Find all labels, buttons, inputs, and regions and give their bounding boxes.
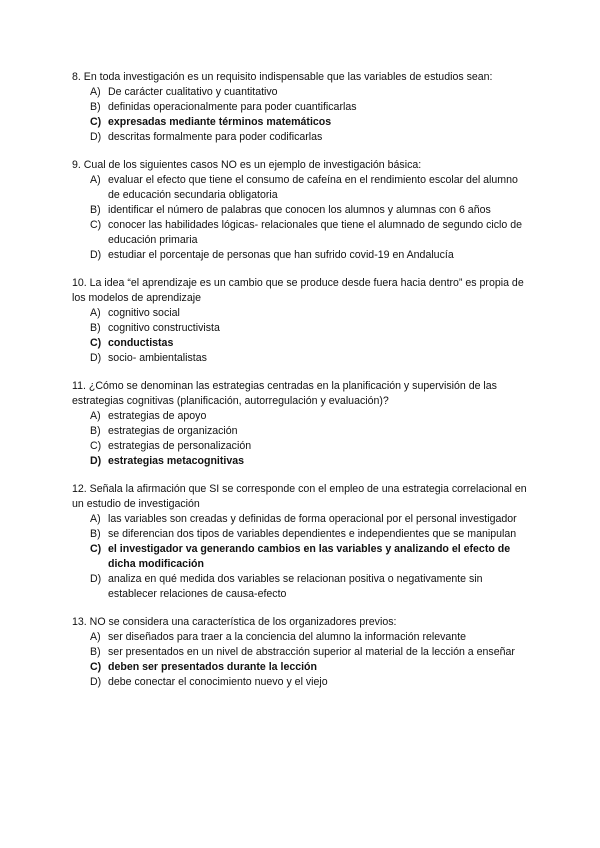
option-letter: D) — [90, 455, 102, 467]
option-letter: C) — [90, 661, 102, 673]
option-text: estrategias metacognitivas — [108, 455, 245, 467]
option-letter: B) — [90, 322, 101, 334]
option-list — [72, 85, 532, 145]
option-letter: D) — [90, 676, 102, 688]
option-d-correct — [72, 454, 532, 469]
question-10 — [72, 276, 532, 366]
option-text: cognitivo constructivista — [108, 322, 220, 334]
option-letter: B) — [90, 204, 101, 216]
option-letter: C) — [90, 440, 102, 452]
option-text: descritas formalmente para poder codificarlas — [108, 131, 323, 143]
option-letter: B) — [90, 425, 101, 437]
option-text: cognitivo social — [108, 307, 180, 319]
option-letter: C) — [90, 116, 102, 128]
document-page — [72, 70, 532, 703]
option-letter: D) — [90, 352, 102, 364]
option-letter: C) — [90, 337, 102, 349]
option-d — [72, 248, 532, 263]
option-a — [72, 306, 532, 321]
option-text: expresadas mediante términos matemáticos — [108, 116, 332, 128]
option-text: ser diseñados para traer a la conciencia del alumno la información relevante — [108, 631, 467, 643]
option-b — [72, 321, 532, 336]
option-text: debe conectar el conocimiento nuevo y el viejo — [108, 676, 328, 688]
option-list — [72, 173, 532, 263]
option-c-correct — [72, 542, 532, 572]
option-b — [72, 424, 532, 439]
option-c-correct — [72, 336, 532, 351]
option-text: ser presentados en un nivel de abstracción superior al material de la lección a enseñar — [108, 646, 515, 658]
question-text: 11. ¿Cómo se denominan las estrategias centradas en la planificación y supervisión de las estrategias cognitivas (planificación, autorregulación y evaluación)? — [72, 380, 497, 407]
question-12 — [72, 482, 532, 602]
option-letter: A) — [90, 631, 101, 643]
question-9 — [72, 158, 532, 263]
option-letter: A) — [90, 86, 101, 98]
question-13 — [72, 615, 532, 690]
option-d — [72, 351, 532, 366]
option-b — [72, 100, 532, 115]
option-text: conductistas — [108, 337, 174, 349]
option-text: estrategias de apoyo — [108, 410, 207, 422]
option-a — [72, 409, 532, 424]
option-text: se diferencian dos tipos de variables dependientes e independientes que se manipulan — [108, 528, 517, 540]
option-list — [72, 306, 532, 366]
question-text: 12. Señala la afirmación que SI se corresponde con el empleo de una estrategia correlacional en un estudio de investigación — [72, 483, 527, 510]
option-list — [72, 409, 532, 469]
option-text: el investigador va generando cambios en las variables y analizando el efecto de dicha modificación — [108, 543, 511, 570]
question-text: 9. Cual de los siguientes casos NO es un ejemplo de investigación básica: — [72, 159, 422, 171]
option-text: analiza en qué medida dos variables se relacionan positiva o negativamente sin establecer relaciones de causa-efecto — [108, 573, 483, 600]
option-list — [72, 512, 532, 602]
question-text: 8. En toda investigación es un requisito indispensable que las variables de estudios sean: — [72, 71, 493, 83]
option-letter: C) — [90, 219, 102, 231]
option-letter: B) — [90, 101, 101, 113]
option-d — [72, 572, 532, 602]
question-8 — [72, 70, 532, 145]
option-letter: A) — [90, 174, 101, 186]
option-text: las variables son creadas y definidas de forma operacional por el personal investigador — [108, 513, 517, 525]
option-letter: A) — [90, 410, 101, 422]
option-d — [72, 130, 532, 145]
option-text: estrategias de organización — [108, 425, 238, 437]
question-11 — [72, 379, 532, 469]
option-text: estudiar el porcentaje de personas que han sufrido covid-19 en Andalucía — [108, 249, 454, 261]
option-text: identificar el número de palabras que conocen los alumnos y alumnas con 6 años — [108, 204, 491, 216]
option-c — [72, 439, 532, 454]
option-b — [72, 527, 532, 542]
option-letter: D) — [90, 131, 102, 143]
option-text: definidas operacionalmente para poder cuantificarlas — [108, 101, 357, 113]
option-text: socio- ambientalistas — [108, 352, 207, 364]
option-text: estrategias de personalización — [108, 440, 252, 452]
option-letter: B) — [90, 646, 101, 658]
option-c — [72, 218, 532, 248]
option-letter: B) — [90, 528, 101, 540]
option-c-correct — [72, 115, 532, 130]
option-text: De carácter cualitativo y cuantitativo — [108, 86, 278, 98]
option-a — [72, 512, 532, 527]
option-d — [72, 675, 532, 690]
option-c-correct — [72, 660, 532, 675]
option-a — [72, 173, 532, 203]
option-a — [72, 630, 532, 645]
option-letter: A) — [90, 513, 101, 525]
option-text: deben ser presentados durante la lección — [108, 661, 317, 673]
option-b — [72, 645, 532, 660]
option-letter: A) — [90, 307, 101, 319]
option-letter: D) — [90, 573, 102, 585]
option-b — [72, 203, 532, 218]
question-text: 13. NO se considera una característica de los organizadores previos: — [72, 616, 397, 628]
option-list — [72, 630, 532, 690]
option-a — [72, 85, 532, 100]
option-letter: C) — [90, 543, 102, 555]
option-letter: D) — [90, 249, 102, 261]
option-text: evaluar el efecto que tiene el consumo de cafeína en el rendimiento escolar del alumno de educación secundaria obligatoria — [108, 174, 518, 201]
option-text: conocer las habilidades lógicas- relacionales que tiene el alumnado de segundo ciclo de educación primaria — [108, 219, 523, 246]
question-text: 10. La idea “el aprendizaje es un cambio que se produce desde fuera hacia dentro” es propia de los modelos de aprendizaje — [72, 277, 524, 304]
